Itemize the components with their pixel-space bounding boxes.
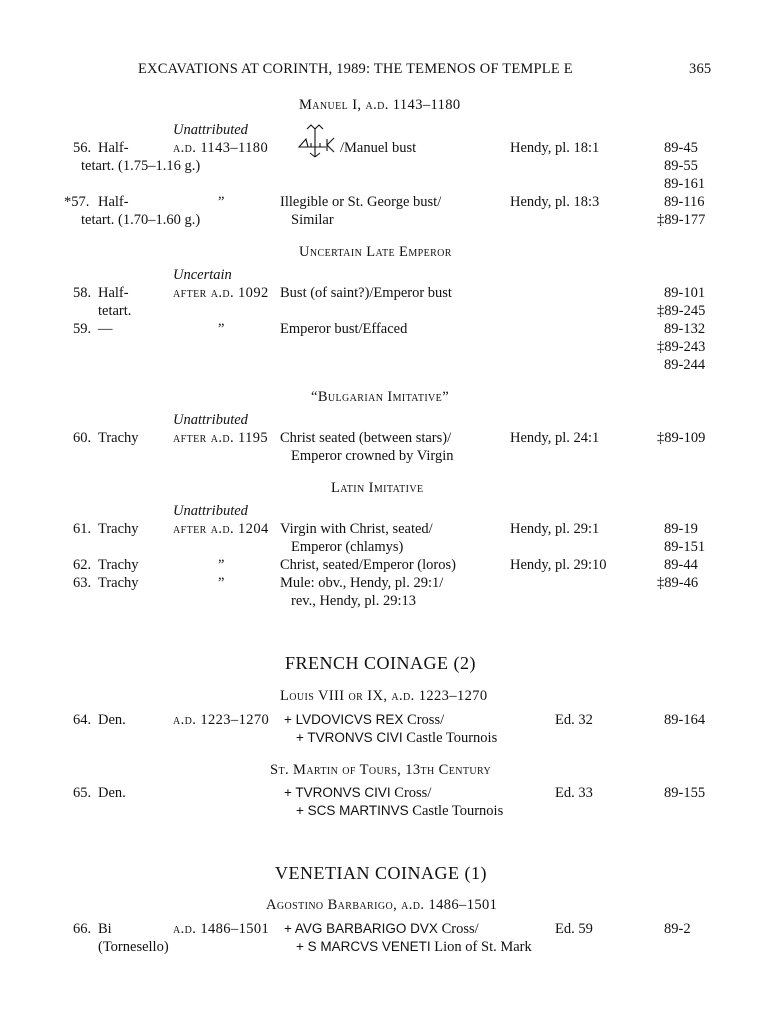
coin-description: Emperor bust/Effaced (280, 321, 408, 337)
inventory-number: 89-19 (664, 521, 698, 537)
inventory-number: 89-116 (664, 194, 705, 210)
catalog-reference: Ed. 33 (555, 785, 593, 801)
legend-type: Castle Tournois (402, 730, 498, 746)
running-header-title: EXCAVATIONS AT CORINTH, 1989: THE TEMENOS OF TEMPLE E (138, 61, 573, 77)
inventory-number: 89-44 (664, 557, 698, 573)
date-range: after a.d. 1092 (173, 285, 269, 301)
legend-type: Cross/ (437, 921, 479, 937)
section-heading-latin: Latin Imitative (331, 480, 424, 496)
section-heading-louis: Louis VIII or IX, a.d. 1223–1270 (280, 688, 488, 704)
section-heading-manuel: Manuel I, a.d. 1143–1180 (299, 97, 461, 113)
entry-number: 56. (73, 140, 92, 156)
denomination: Trachy (98, 557, 139, 573)
inventory-number: ‡89-109 (657, 430, 706, 446)
inventory-number: 89-155 (664, 785, 706, 801)
section-title-french: FRENCH COINAGE (2) (285, 653, 476, 673)
denomination: Den. (98, 712, 126, 728)
catalog-reference: Ed. 59 (555, 921, 593, 937)
coin-description: Mule: obv., Hendy, pl. 29:1/ (280, 575, 444, 591)
catalog-reference: Hendy, pl. 29:10 (510, 557, 607, 573)
legend-type: Cross/ (390, 785, 432, 801)
denomination: Trachy (98, 430, 139, 446)
date-range: a.d. 1143–1180 (173, 140, 269, 156)
ditto-mark: ” (218, 575, 225, 591)
coin-description-cont: Emperor crowned by Virgin (291, 448, 454, 464)
denomination: Half- (98, 285, 129, 301)
coin-description-cont: Similar (291, 212, 334, 228)
catalog-reference: Hendy, pl. 24:1 (510, 430, 600, 446)
coin-description: Bust (of saint?)/Emperor bust (280, 285, 452, 301)
entry-number: 58. (73, 285, 92, 301)
inventory-number: 89-161 (664, 176, 706, 192)
date-range: a.d. 1486–1501 (173, 921, 270, 937)
coin-description: Christ, seated/Emperor (loros) (280, 557, 456, 573)
coin-description: /Manuel bust (340, 140, 417, 156)
entry-number: 60. (73, 430, 92, 446)
legend-text: + AVG BARBARIGO DVX (284, 921, 438, 936)
ditto-mark: ” (218, 194, 225, 210)
date-range: after a.d. 1195 (173, 430, 269, 446)
inventory-number: ‡89-177 (657, 212, 706, 228)
section-heading-barbarigo: Agostino Barbarigo, a.d. 1486–1501 (266, 897, 498, 913)
attribution-label: Unattributed (173, 412, 248, 428)
inventory-number: 89-164 (664, 712, 706, 728)
denomination: Half- (98, 194, 129, 210)
denomination: Den. (98, 785, 126, 801)
page-number: 365 (689, 61, 712, 77)
date-range: a.d. 1223–1270 (173, 712, 270, 728)
catalog-reference: Hendy, pl. 18:1 (510, 140, 600, 156)
ditto-mark: ” (218, 321, 225, 337)
coin-description-cont (296, 729, 497, 747)
inventory-number: ‡89-243 (657, 339, 706, 355)
coin-description-cont: Emperor (chlamys) (291, 539, 404, 555)
inventory-number: ‡89-245 (657, 303, 706, 319)
entry-number: 66. (73, 921, 92, 937)
coin-description: Virgin with Christ, seated/ (280, 521, 433, 537)
inventory-number: 89-151 (664, 539, 706, 555)
inventory-number: 89-101 (664, 285, 706, 301)
denomination: Bi (98, 921, 112, 937)
coin-description (284, 711, 444, 729)
coin-description (284, 784, 431, 802)
entry-number: 61. (73, 521, 92, 537)
inventory-number: 89-244 (664, 357, 706, 373)
entry-number: 62. (73, 557, 92, 573)
denomination-weight: tetart. (1.70–1.60 g.) (81, 212, 201, 228)
entry-number: 64. (73, 712, 92, 728)
legend-type: Cross/ (403, 712, 445, 728)
coin-description: Christ seated (between stars)/ (280, 430, 452, 446)
denomination: Trachy (98, 521, 139, 537)
inventory-number: 89-132 (664, 321, 706, 337)
catalog-reference: Ed. 32 (555, 712, 593, 728)
coin-description-cont (296, 938, 532, 956)
denomination-weight: tetart. (1.75–1.16 g.) (81, 158, 201, 174)
section-title-venetian: VENETIAN COINAGE (1) (275, 863, 487, 883)
entry-number: *57. (64, 194, 90, 210)
denomination-cont: tetart. (98, 303, 132, 319)
monogram-icon (296, 123, 338, 163)
denomination: — (98, 321, 113, 337)
legend-text: + SCS MARTINVS (296, 803, 409, 818)
inventory-number: 89-2 (664, 921, 691, 937)
section-heading-martin: St. Martin of Tours, 13th Century (270, 762, 492, 778)
date-range: after a.d. 1204 (173, 521, 269, 537)
coin-description: Illegible or St. George bust/ (280, 194, 442, 210)
coin-description-cont (296, 802, 503, 820)
catalog-reference: Hendy, pl. 29:1 (510, 521, 600, 537)
ditto-mark: ” (218, 557, 225, 573)
denomination: Half- (98, 140, 129, 156)
legend-text: + S MARCVS VENETI (296, 939, 431, 954)
section-heading-bulgarian: “Bulgarian Imitative” (311, 389, 450, 405)
inventory-number: ‡89-46 (657, 575, 699, 591)
section-heading-uncertain: Uncertain Late Emperor (299, 244, 452, 260)
legend-text: + LVDOVICVS REX (284, 712, 404, 727)
legend-type: Lion of St. Mark (430, 939, 532, 955)
coin-description-cont: rev., Hendy, pl. 29:13 (291, 593, 416, 609)
inventory-number: 89-45 (664, 140, 698, 156)
attribution-label: Unattributed (173, 122, 248, 138)
inventory-number: 89-55 (664, 158, 698, 174)
legend-text: + TVRONVS CIVI (296, 730, 403, 745)
legend-type: Castle Tournois (408, 803, 504, 819)
denomination: Trachy (98, 575, 139, 591)
attribution-label: Unattributed (173, 503, 248, 519)
entry-number: 63. (73, 575, 92, 591)
entry-number: 59. (73, 321, 92, 337)
legend-text: + TVRONVS CIVI (284, 785, 391, 800)
entry-number: 65. (73, 785, 92, 801)
coin-description (284, 920, 479, 938)
attribution-label: Uncertain (173, 267, 232, 283)
denomination-cont: (Tornesello) (98, 939, 169, 955)
catalog-reference: Hendy, pl. 18:3 (510, 194, 600, 210)
